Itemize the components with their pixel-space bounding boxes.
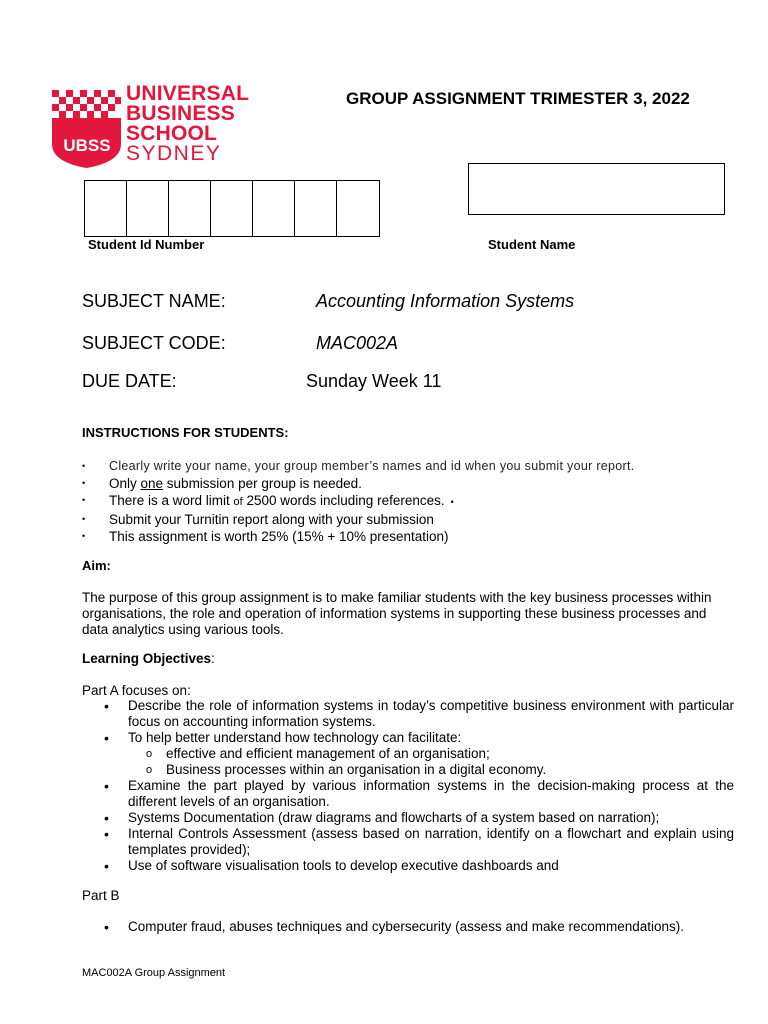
due-date-value: Sunday Week 11 <box>306 371 442 391</box>
sub-list-item: o Business processes within an organisation in a digital economy. <box>146 762 547 777</box>
bullet-icon: • <box>104 698 109 714</box>
due-date-label: DUE DATE: <box>82 371 177 391</box>
aim-heading: Aim: <box>82 558 111 573</box>
id-digit-box[interactable] <box>295 181 337 236</box>
bullet-icon: • <box>82 461 86 471</box>
logo-wordmark <box>126 84 249 164</box>
id-digit-box[interactable] <box>337 181 379 236</box>
student-id-label: Student Id Number <box>88 237 205 252</box>
list-item: • Only one submission per group is needed. <box>82 476 362 491</box>
bullet-icon: • <box>82 531 86 541</box>
student-id-boxes[interactable] <box>84 180 380 237</box>
list-item: • Internal Controls Assessment (assess based on narration, identify on a flowchart and explain using templates provided); <box>104 826 734 857</box>
id-digit-box[interactable] <box>211 181 253 236</box>
list-item: • Examine the part played by various information systems in the decision-making process at the different levels of an organisation. <box>104 778 734 809</box>
bullet-icon: • <box>104 730 109 746</box>
list-item: • Systems Documentation (draw diagrams and flowcharts of a system based on narration); <box>104 810 660 826</box>
list-item: • To help better understand how technology can facilitate: <box>104 730 462 746</box>
bullet-icon: • <box>104 810 109 826</box>
id-digit-box[interactable] <box>85 181 127 236</box>
bullet-icon: • <box>104 778 109 794</box>
page-footer: MAC002A Group Assignment <box>82 967 226 979</box>
list-item: • Computer fraud, abuses techniques and cybersecurity (assess and make recommendations). <box>104 919 685 935</box>
list-item: • Submit your Turnitin report along with your submission <box>82 512 434 527</box>
learning-objectives-heading: Learning Objectives: <box>82 651 215 666</box>
list-item: • Clearly write your name, your group member’s names and id when you submit your report. <box>82 459 635 473</box>
instructions-list <box>82 458 635 545</box>
assignment-title: GROUP ASSIGNMENT TRIMESTER 3, 2022 <box>346 89 690 108</box>
id-digit-box[interactable] <box>127 181 169 236</box>
bullet-icon: • <box>82 495 86 505</box>
bullet-icon: • <box>450 497 454 507</box>
instructions-heading: INSTRUCTIONS FOR STUDENTS: <box>82 425 289 440</box>
part-b-heading: Part B <box>82 888 120 903</box>
logo-line-1: UNIVERSAL <box>126 82 250 105</box>
bullet-icon: • <box>104 919 109 935</box>
logo-line-2: BUSINESS <box>126 102 235 125</box>
part-a-list <box>104 698 734 874</box>
part-a-heading: Part A focuses on: <box>82 683 191 698</box>
aim-text: The purpose of this group assignment is to make familiar students with the key business processes within organisations, the role and operation of information systems in supporting these business processes and data analytics using various tools. <box>82 590 712 637</box>
bullet-icon: • <box>82 514 86 524</box>
subject-name-value: Accounting Information Systems <box>316 291 575 311</box>
student-name-label: Student Name <box>488 237 576 252</box>
bullet-icon: • <box>104 858 109 874</box>
logo-line-3: SCHOOL <box>126 122 218 145</box>
id-digit-box[interactable] <box>169 181 211 236</box>
sub-list-item: o effective and efficient management of an organisation; <box>146 746 490 761</box>
id-digit-box[interactable] <box>253 181 295 236</box>
subject-code-label: SUBJECT CODE: <box>82 333 226 353</box>
student-name-box[interactable] <box>468 163 725 215</box>
bullet-icon: • <box>104 826 109 842</box>
subject-name-label: SUBJECT NAME: <box>82 291 226 311</box>
list-item: • Use of software visualisation tools to develop executive dashboards and <box>104 858 559 874</box>
subject-code-value: MAC002A <box>316 333 399 353</box>
circle-bullet-icon: o <box>146 764 153 776</box>
bullet-icon: • <box>82 478 86 488</box>
list-item: • There is a word limit of 2500 words including references. • <box>82 492 635 511</box>
list-item: • This assignment is worth 25% (15% + 10% presentation) <box>82 529 449 544</box>
circle-bullet-icon: o <box>146 748 153 760</box>
list-item: • Describe the role of information systems in today’s competitive business environment with particular focus on accounting information systems. <box>104 698 734 729</box>
logo-abbr: UBSS <box>63 136 111 155</box>
logo-line-4: SYDNEY <box>126 142 222 165</box>
